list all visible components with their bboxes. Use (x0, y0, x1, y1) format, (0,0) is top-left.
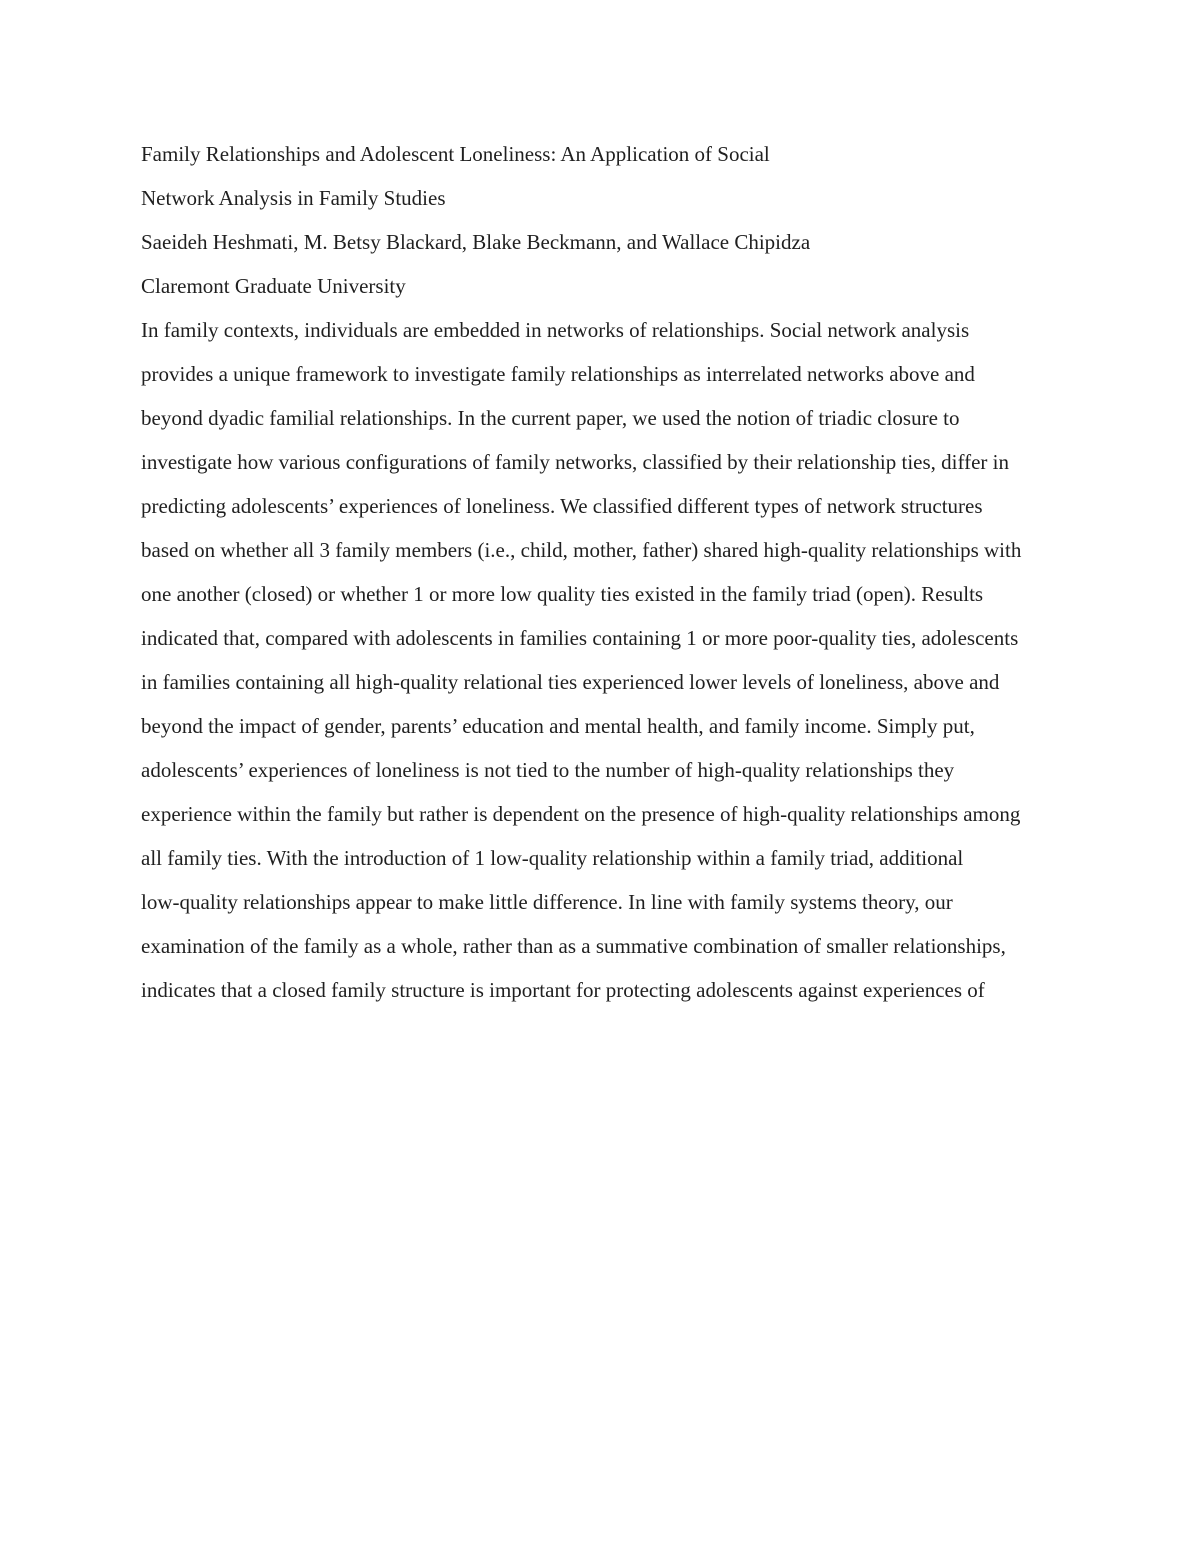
abstract-line: indicates that a closed family structure is important for protecting adolescents against experiences of (141, 978, 985, 1002)
abstract-line: beyond the impact of gender, parents’ education and mental health, and family income. Simply put, (141, 714, 975, 738)
abstract-line: all family ties. With the introduction of 1 low-quality relationship within a family triad, additional (141, 846, 964, 870)
abstract-line: indicated that, compared with adolescents in families containing 1 or more poor-quality ties, adolescents (141, 626, 1019, 650)
abstract-line: adolescents’ experiences of loneliness is not tied to the number of high-quality relationships they (141, 758, 955, 782)
abstract-line: in families containing all high-quality relational ties experienced lower levels of loneliness, above and (141, 670, 1000, 694)
abstract-line: examination of the family as a whole, rather than as a summative combination of smaller relationships, (141, 934, 1006, 958)
title-line-2: Network Analysis in Family Studies (141, 186, 446, 210)
abstract-line: provides a unique framework to investigate family relationships as interrelated networks above and (141, 362, 975, 386)
title-line-1: Family Relationships and Adolescent Loneliness: An Application of Social (141, 142, 770, 166)
author-list: Saeideh Heshmati, M. Betsy Blackard, Blake Beckmann, and Wallace Chipidza (141, 230, 811, 254)
document-body (141, 140, 1066, 1020)
abstract-line: one another (closed) or whether 1 or more low quality ties existed in the family triad (open). Results (141, 582, 984, 606)
affiliation: Claremont Graduate University (141, 274, 406, 298)
abstract-line: predicting adolescents’ experiences of loneliness. We classified different types of network structures (141, 494, 983, 518)
abstract-line: low-quality relationships appear to make little difference. In line with family systems theory, our (141, 890, 953, 914)
abstract-line: In family contexts, individuals are embedded in networks of relationships. Social network analysis (141, 318, 970, 342)
abstract-line: based on whether all 3 family members (i.e., child, mother, father) shared high-quality relationships with (141, 538, 1022, 562)
abstract-line: beyond dyadic familial relationships. In the current paper, we used the notion of triadic closure to (141, 406, 960, 430)
abstract-line: experience within the family but rather is dependent on the presence of high-quality relationships among (141, 802, 1021, 826)
abstract-line: investigate how various configurations of family networks, classified by their relationship ties, differ in (141, 450, 1009, 474)
